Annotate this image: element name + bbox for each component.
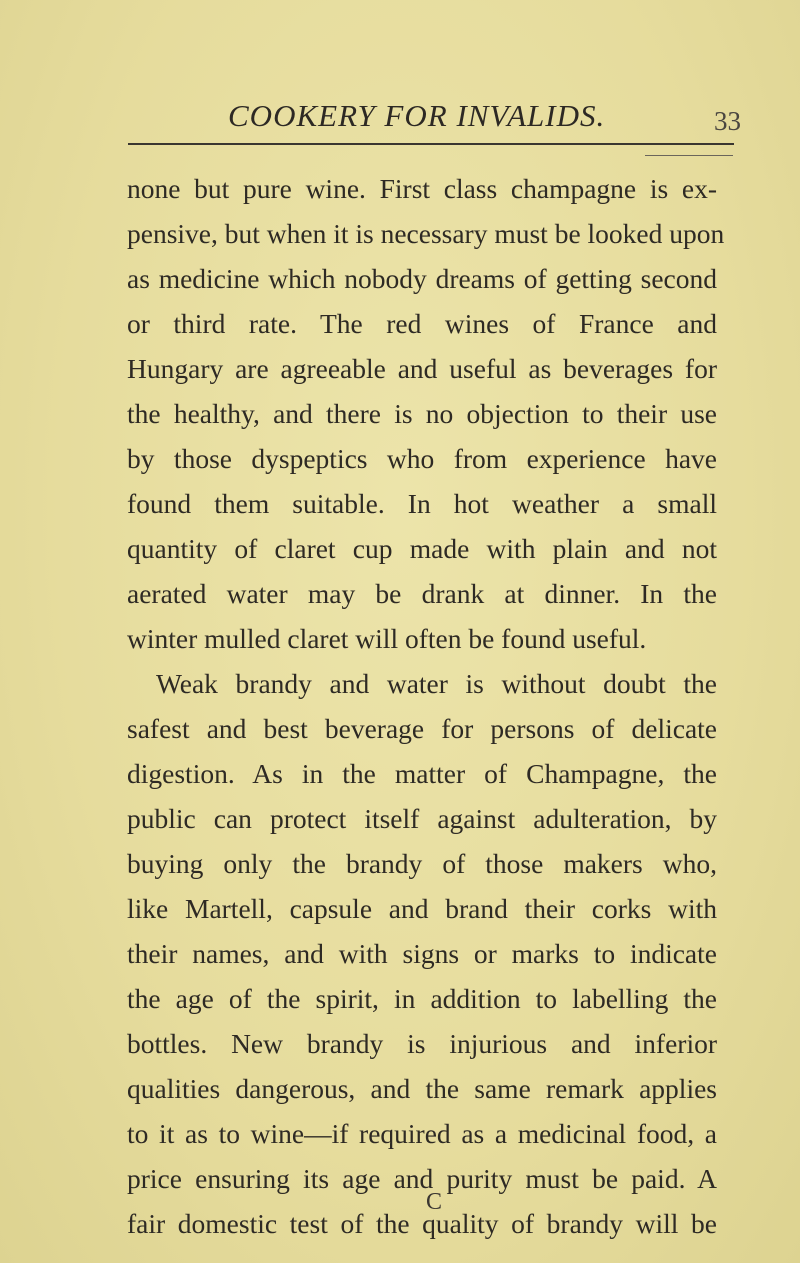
text-line: qualities dangerous, and the same remark applies xyxy=(127,1073,717,1104)
text-line: public can protect itself against adulteration, by xyxy=(127,803,717,834)
text-line: digestion. As in the matter of Champagne, the xyxy=(127,758,717,789)
text-line: pensive, but when it is necessary must be looked upon xyxy=(127,218,725,249)
text-line: buying only the brandy of those makers who, xyxy=(127,848,717,879)
signature-mark: C xyxy=(426,1189,444,1215)
text-line: found them suitable. In hot weather a small xyxy=(127,488,717,519)
text-line: to it as to wine—if required as a medicinal food, a xyxy=(127,1118,717,1149)
running-title: COOKERY FOR INVALIDS. xyxy=(228,98,606,133)
header-rule xyxy=(128,143,734,145)
text-line: quantity of claret cup made with plain and not xyxy=(127,533,717,564)
text-line: the age of the spirit, in addition to labelling the xyxy=(127,983,717,1014)
text-line: by those dyspeptics who from experience have xyxy=(127,443,717,474)
text-line: fair domestic test of the quality of brandy will be xyxy=(127,1208,717,1239)
text-line: or third rate. The red wines of France and xyxy=(127,308,717,339)
body-text xyxy=(127,166,725,1246)
text-line: their names, and with signs or marks to indicate xyxy=(127,938,717,969)
text-line: safest and best beverage for persons of delicate xyxy=(127,713,717,744)
text-line: the healthy, and there is no objection to their use xyxy=(127,398,717,429)
text-line: winter mulled claret will often be found useful. xyxy=(127,623,647,654)
text-line: aerated water may be drank at dinner. In the xyxy=(127,578,717,609)
text-line: bottles. New brandy is injurious and inferior xyxy=(127,1028,717,1059)
header-rule-short xyxy=(645,155,733,156)
text-line: like Martell, capsule and brand their corks with xyxy=(127,893,717,924)
text-line: as medicine which nobody dreams of getting second xyxy=(127,263,717,294)
text-line-paragraph-start: Weak brandy and water is without doubt the xyxy=(156,668,717,699)
text-line: Hungary are agreeable and useful as beverages for xyxy=(127,353,717,384)
text-line: price ensuring its age and purity must be paid. A xyxy=(127,1163,717,1194)
text-line: none but pure wine. First class champagne is ex- xyxy=(127,173,717,204)
page-number: 33 xyxy=(714,106,741,136)
